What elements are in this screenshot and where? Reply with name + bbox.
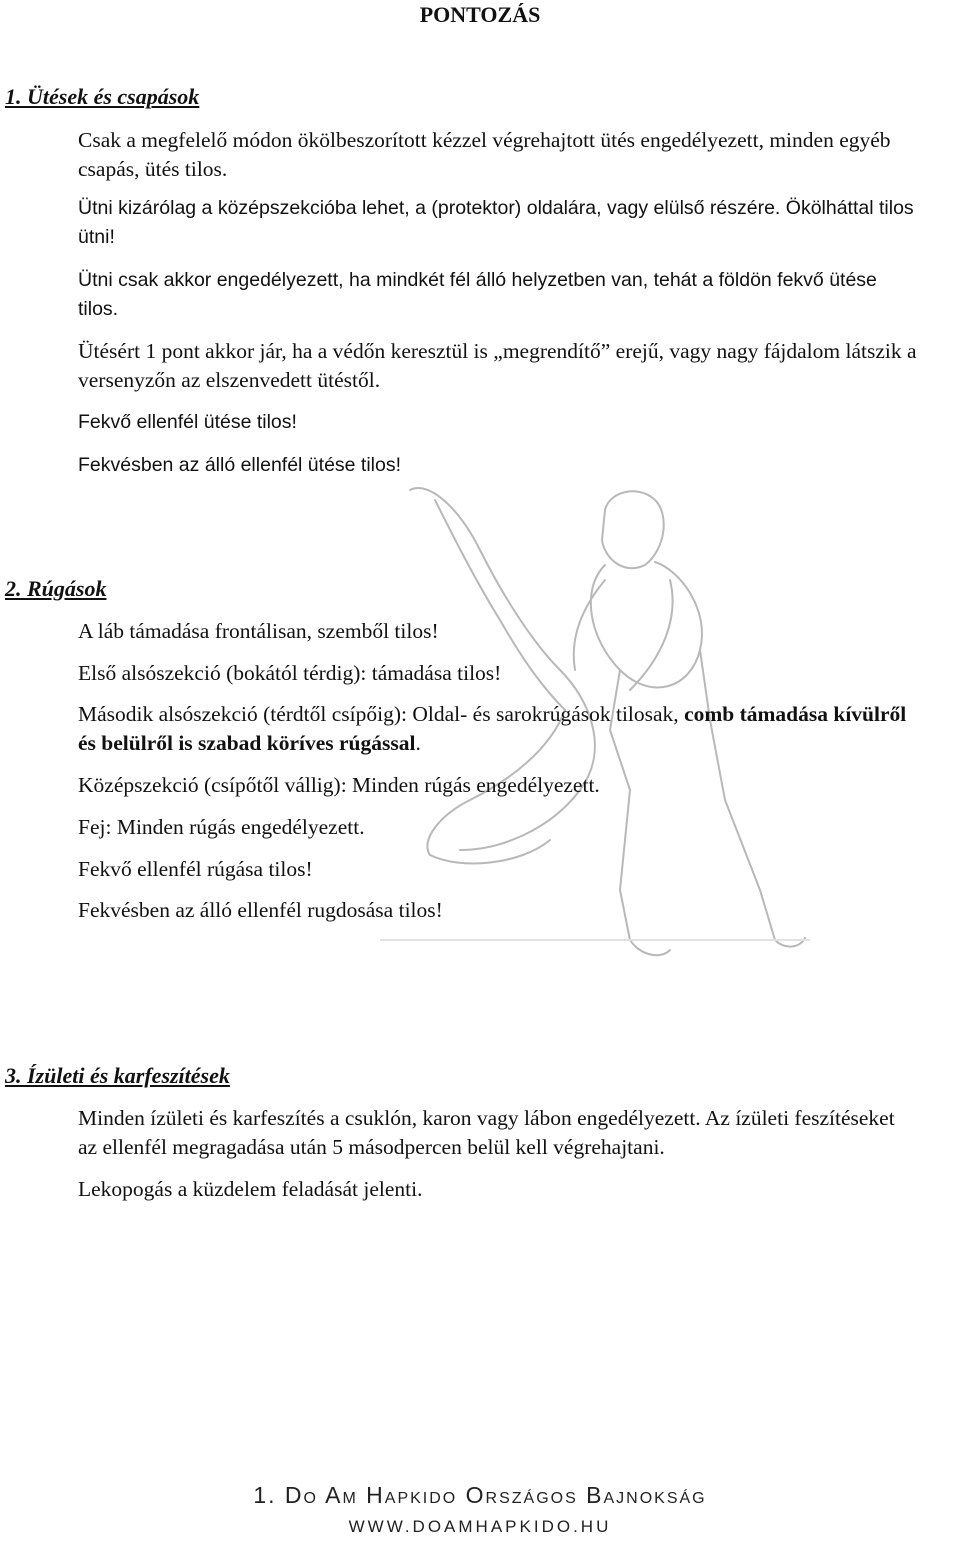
paragraph: Minden ízületi és karfeszítés a csuklón, karon vagy lábon engedélyezett. Az ízületi feszítéseket az ellenfél megragadása után 5 másodpercen belül kell végrehajtani. [78, 1106, 895, 1159]
paragraph: Fekvésben az álló ellenfél rugdosása tilos! [78, 898, 443, 922]
paragraph: Fej: Minden rúgás engedélyezett. [78, 815, 365, 839]
paragraph-bold-text: comb támadása kívülről és belülről is szabad köríves rúgással [78, 702, 907, 755]
paragraph: Ütésért 1 pont akkor jár, ha a védőn keresztül is „megrendítő” erejű, vagy nagy fájdalom látszik a versenyzőn az elszenvedett ütéstől. [78, 339, 917, 392]
paragraph: Fekvő ellenfél rúgása tilos! [78, 857, 313, 881]
paragraph: Középszekció (csípőtől vállig): Minden rúgás engedélyezett. [78, 773, 600, 797]
paragraph: A láb támadása frontálisan, szemből tilos! [78, 619, 439, 643]
paragraph-text: Második alsószekció (térdtől csípőig): Oldal- és sarokrúgások tilosak, [78, 702, 679, 726]
footer-website: WWW.DOAMHAPKIDO.HU [348, 1517, 612, 1536]
section-heading-3: 3. Ízületi és karfeszítések [5, 1063, 230, 1088]
page-title: PONTOZÁS [419, 2, 541, 27]
paragraph [78, 700, 918, 758]
paragraph-punctuation: . [415, 731, 421, 755]
paragraph: Ütni csak akkor engedélyezett, ha mindkét fél álló helyzetben van, tehát a földön fekvő ütése tilos. [78, 269, 877, 320]
paragraph: Ütni kizárólag a középszekcióba lehet, a (protektor) oldalára, vagy elülső részére. Ökölháttal tilos ütni! [78, 197, 914, 248]
paragraph: Első alsószekció (bokától térdig): támadása tilos! [78, 661, 502, 685]
paragraph: Csak a megfelelő módon ökölbeszorított kézzel végrehajtott ütés engedélyezett, minden egyéb csapás, ütés tilos. [78, 128, 891, 181]
footer-event-title: 1. Do Am Hapkido Országos Bajnokság [253, 1482, 707, 1508]
section-heading-2: 2. Rúgások [5, 576, 107, 601]
paragraph: Fekvésben az álló ellenfél ütése tilos! [78, 454, 402, 476]
paragraph: Lekopogás a küzdelem feladását jelenti. [78, 1177, 423, 1201]
paragraph: Fekvő ellenfél ütése tilos! [78, 411, 297, 433]
section-heading-1: 1. Ütések és csapások [5, 84, 200, 109]
